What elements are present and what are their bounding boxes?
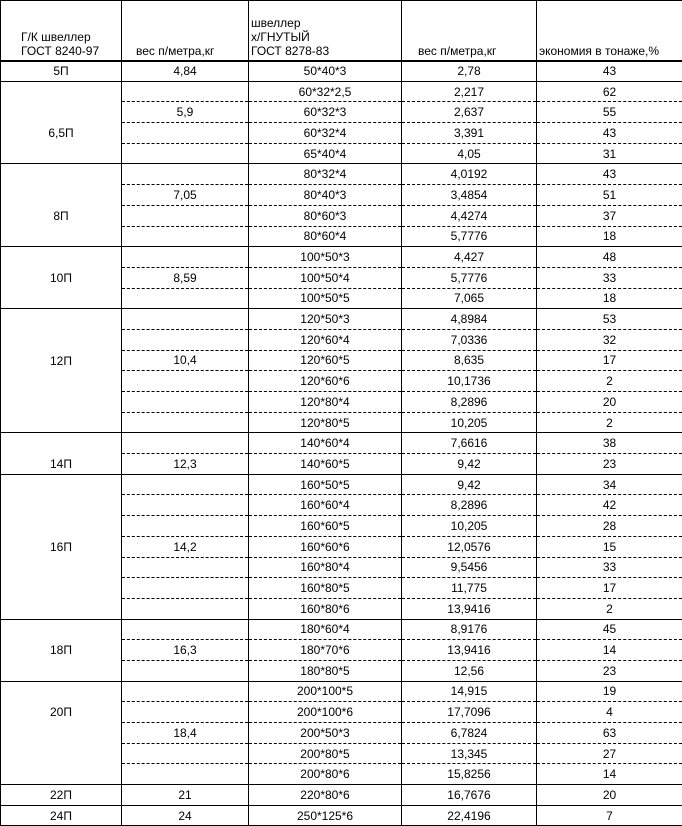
- bent-weight-cell: 13,9416: [402, 640, 537, 661]
- header-weight-per-meter: [122, 1, 249, 61]
- hot-rolled-weight-cell: 7,05: [122, 185, 249, 206]
- bent-size-cell: 220*80*6: [249, 785, 402, 806]
- bent-weight-cell: 12,0576: [402, 536, 537, 557]
- empty-cell: [122, 412, 249, 433]
- savings-cell: 38: [537, 433, 682, 454]
- bent-size-cell: 100*50*3: [249, 247, 402, 268]
- header-row: [1, 1, 682, 61]
- empty-cell: [122, 702, 249, 723]
- empty-cell: [122, 495, 249, 516]
- empty-cell: [122, 619, 249, 640]
- bent-size-cell: 120*60*4: [249, 329, 402, 350]
- savings-cell: 18: [537, 288, 682, 309]
- hot-rolled-size-cell: 14П: [1, 433, 122, 474]
- table-row: [1, 81, 682, 102]
- bent-weight-cell: 10,205: [402, 516, 537, 537]
- bent-size-cell: 250*125*6: [249, 805, 402, 826]
- bent-size-cell: 120*80*4: [249, 392, 402, 413]
- table-row: [1, 474, 682, 495]
- bent-weight-cell: 4,4274: [402, 205, 537, 226]
- empty-cell: [122, 743, 249, 764]
- bent-size-cell: 180*70*6: [249, 640, 402, 661]
- bent-size-cell: 80*60*4: [249, 226, 402, 247]
- bent-size-cell: 180*60*4: [249, 619, 402, 640]
- bent-weight-cell: 3,4854: [402, 185, 537, 206]
- empty-cell: [122, 309, 249, 330]
- savings-cell: 51: [537, 185, 682, 206]
- savings-cell: 2: [537, 598, 682, 619]
- savings-cell: 62: [537, 81, 682, 102]
- savings-cell: 20: [537, 785, 682, 806]
- savings-cell: 17: [537, 350, 682, 371]
- bent-weight-cell: 2,637: [402, 102, 537, 123]
- empty-cell: [122, 433, 249, 454]
- bent-weight-cell: 9,42: [402, 474, 537, 495]
- bent-size-cell: 100*50*4: [249, 267, 402, 288]
- savings-cell: 63: [537, 723, 682, 744]
- empty-cell: [122, 598, 249, 619]
- bent-weight-cell: 15,8256: [402, 764, 537, 785]
- hot-rolled-weight-cell: 21: [122, 785, 249, 806]
- bent-size-cell: 140*60*5: [249, 454, 402, 475]
- bent-size-cell: 200*50*3: [249, 723, 402, 744]
- bent-size-cell: 60*32*3: [249, 102, 402, 123]
- bent-weight-cell: 4,427: [402, 247, 537, 268]
- bent-size-cell: 160*50*5: [249, 474, 402, 495]
- header-col3-line3: ГОСТ 8278-83: [251, 44, 401, 58]
- bent-size-cell: 60*32*2,5: [249, 81, 402, 102]
- header-bent-channel: [249, 1, 402, 61]
- hot-rolled-size-cell: 12П: [1, 309, 122, 433]
- hot-rolled-size-cell: 10П: [1, 247, 122, 309]
- bent-size-cell: 200*80*5: [249, 743, 402, 764]
- bent-size-cell: 160*80*4: [249, 557, 402, 578]
- bent-weight-cell: 8,2896: [402, 392, 537, 413]
- bent-weight-cell: 2,78: [402, 61, 537, 82]
- bent-size-cell: 160*60*4: [249, 495, 402, 516]
- table-row: [1, 164, 682, 185]
- hot-rolled-size-cell: 5П: [1, 61, 122, 82]
- savings-cell: 4: [537, 702, 682, 723]
- bent-weight-cell: 22,4196: [402, 805, 537, 826]
- bent-weight-cell: 10,205: [402, 412, 537, 433]
- empty-cell: [122, 516, 249, 537]
- empty-cell: [122, 660, 249, 681]
- bent-size-cell: 160*80*6: [249, 598, 402, 619]
- savings-cell: 45: [537, 619, 682, 640]
- hot-rolled-weight-cell: 5,9: [122, 102, 249, 123]
- bent-weight-cell: 9,5456: [402, 557, 537, 578]
- table-row: [1, 61, 682, 82]
- savings-cell: 43: [537, 123, 682, 144]
- hot-rolled-weight-cell: 24: [122, 805, 249, 826]
- bent-weight-cell: 11,775: [402, 578, 537, 599]
- bent-weight-cell: 13,345: [402, 743, 537, 764]
- bent-size-cell: 80*40*3: [249, 185, 402, 206]
- empty-cell: [122, 329, 249, 350]
- bent-size-cell: 80*32*4: [249, 164, 402, 185]
- header-tonnage-savings: [537, 1, 682, 61]
- savings-cell: 23: [537, 454, 682, 475]
- hot-rolled-size-cell: 24П: [1, 805, 122, 826]
- savings-cell: 33: [537, 557, 682, 578]
- bent-weight-cell: 4,8984: [402, 309, 537, 330]
- savings-cell: 37: [537, 205, 682, 226]
- savings-cell: 28: [537, 516, 682, 537]
- bent-size-cell: 200*100*5: [249, 681, 402, 702]
- empty-cell: [122, 226, 249, 247]
- table-row: [1, 433, 682, 454]
- bent-weight-cell: 8,635: [402, 350, 537, 371]
- bent-weight-cell: 16,7676: [402, 785, 537, 806]
- bent-size-cell: 50*40*3: [249, 61, 402, 82]
- savings-cell: 34: [537, 474, 682, 495]
- header-col3-line2: х/ГНУТЫЙ: [251, 30, 401, 44]
- empty-cell: [122, 81, 249, 102]
- bent-weight-cell: 10,1736: [402, 371, 537, 392]
- savings-cell: 2: [537, 412, 682, 433]
- savings-cell: 2: [537, 371, 682, 392]
- savings-cell: 27: [537, 743, 682, 764]
- hot-rolled-size-cell: 18П: [1, 619, 122, 681]
- table-row: [1, 785, 682, 806]
- savings-cell: 17: [537, 578, 682, 599]
- bent-weight-cell: 13,9416: [402, 598, 537, 619]
- empty-cell: [122, 392, 249, 413]
- hot-rolled-weight-cell: 18,4: [122, 723, 249, 744]
- empty-cell: [122, 681, 249, 702]
- bent-weight-cell: 4,05: [402, 143, 537, 164]
- bent-size-cell: 200*80*6: [249, 764, 402, 785]
- header-col4-text: вес п/метра,кг: [418, 44, 536, 58]
- bent-size-cell: 160*80*5: [249, 578, 402, 599]
- empty-cell: [122, 557, 249, 578]
- bent-weight-cell: 6,7824: [402, 723, 537, 744]
- savings-cell: 43: [537, 164, 682, 185]
- bent-weight-cell: 3,391: [402, 123, 537, 144]
- bent-weight-cell: 2,217: [402, 81, 537, 102]
- hot-rolled-size-cell: 20П: [1, 681, 122, 784]
- savings-cell: 7: [537, 805, 682, 826]
- table-row: [1, 247, 682, 268]
- table-row: [1, 309, 682, 330]
- bent-weight-cell: 17,7096: [402, 702, 537, 723]
- bent-size-cell: 60*32*4: [249, 123, 402, 144]
- bent-weight-cell: 8,2896: [402, 495, 537, 516]
- empty-cell: [122, 474, 249, 495]
- header-col5-text: экономия в тонаже,%: [539, 44, 682, 58]
- bent-weight-cell: 7,0336: [402, 329, 537, 350]
- hot-rolled-size-cell: 8П: [1, 164, 122, 247]
- header-col1-line1: Г/К швеллер: [21, 30, 121, 44]
- hot-rolled-weight-cell: 10,4: [122, 350, 249, 371]
- savings-cell: 32: [537, 329, 682, 350]
- bent-size-cell: 120*60*5: [249, 350, 402, 371]
- hot-rolled-size-cell: 6,5П: [1, 81, 122, 164]
- bent-size-cell: 120*80*5: [249, 412, 402, 433]
- hot-rolled-size-cell: 16П: [1, 474, 122, 619]
- bent-size-cell: 140*60*4: [249, 433, 402, 454]
- header-bent-weight-per-meter: [402, 1, 537, 61]
- bent-size-cell: 160*60*6: [249, 536, 402, 557]
- header-hot-rolled-channel: [1, 1, 122, 61]
- empty-cell: [122, 143, 249, 164]
- empty-cell: [122, 764, 249, 785]
- header-col3-line1: швеллер: [251, 16, 401, 30]
- table-row: [1, 619, 682, 640]
- header-col2-text: вес п/метра,кг: [136, 44, 248, 58]
- bent-weight-cell: 7,065: [402, 288, 537, 309]
- savings-cell: 19: [537, 681, 682, 702]
- bent-weight-cell: 5,7776: [402, 226, 537, 247]
- hot-rolled-weight-cell: 14,2: [122, 536, 249, 557]
- savings-cell: 43: [537, 61, 682, 82]
- empty-cell: [122, 371, 249, 392]
- hot-rolled-weight-cell: 16,3: [122, 640, 249, 661]
- bent-size-cell: 180*80*5: [249, 660, 402, 681]
- empty-cell: [122, 578, 249, 599]
- savings-cell: 31: [537, 143, 682, 164]
- bent-weight-cell: 12,56: [402, 660, 537, 681]
- bent-weight-cell: 4,0192: [402, 164, 537, 185]
- savings-cell: 14: [537, 764, 682, 785]
- bent-size-cell: 65*40*4: [249, 143, 402, 164]
- savings-cell: 20: [537, 392, 682, 413]
- table-row: [1, 681, 682, 702]
- savings-cell: 42: [537, 495, 682, 516]
- savings-cell: 23: [537, 660, 682, 681]
- bent-weight-cell: 7,6616: [402, 433, 537, 454]
- hot-rolled-weight-cell: 4,84: [122, 61, 249, 82]
- bent-size-cell: 200*100*6: [249, 702, 402, 723]
- bent-size-cell: 120*60*6: [249, 371, 402, 392]
- savings-cell: 55: [537, 102, 682, 123]
- empty-cell: [122, 123, 249, 144]
- bent-size-cell: 100*50*5: [249, 288, 402, 309]
- bent-weight-cell: 8,9176: [402, 619, 537, 640]
- savings-cell: 14: [537, 640, 682, 661]
- bent-size-cell: 80*60*3: [249, 205, 402, 226]
- savings-cell: 53: [537, 309, 682, 330]
- header-col1-line2: ГОСТ 8240-97: [21, 44, 121, 58]
- empty-cell: [122, 288, 249, 309]
- bent-weight-cell: 9,42: [402, 454, 537, 475]
- bent-weight-cell: 14,915: [402, 681, 537, 702]
- hot-rolled-size-cell: 22П: [1, 785, 122, 806]
- savings-cell: 48: [537, 247, 682, 268]
- empty-cell: [122, 247, 249, 268]
- savings-cell: 18: [537, 226, 682, 247]
- hot-rolled-weight-cell: 8,59: [122, 267, 249, 288]
- bent-size-cell: 120*50*3: [249, 309, 402, 330]
- bent-weight-cell: 5,7776: [402, 267, 537, 288]
- empty-cell: [122, 205, 249, 226]
- bent-size-cell: 160*60*5: [249, 516, 402, 537]
- savings-cell: 15: [537, 536, 682, 557]
- savings-cell: 33: [537, 267, 682, 288]
- empty-cell: [122, 164, 249, 185]
- hot-rolled-weight-cell: 12,3: [122, 454, 249, 475]
